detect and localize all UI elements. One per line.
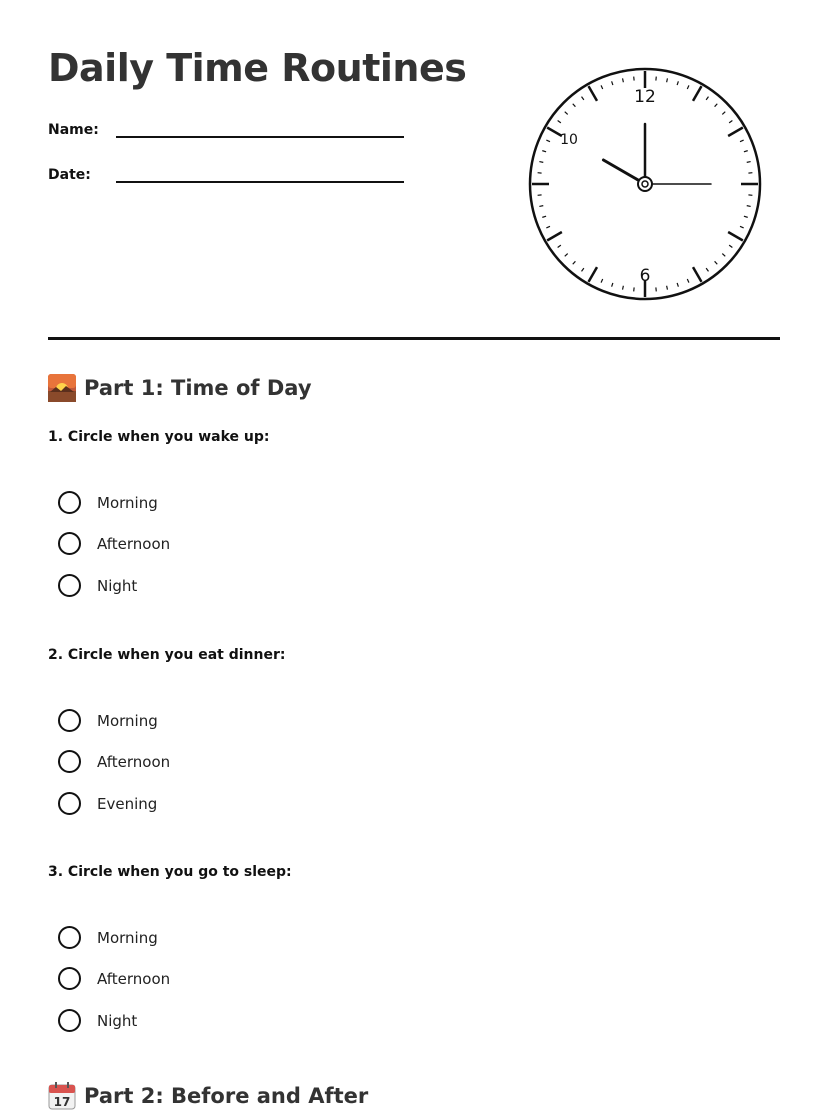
date-line[interactable] (116, 163, 404, 183)
clock-center-dot (642, 181, 648, 187)
option-label: Morning (97, 493, 158, 512)
name-label: Name: (48, 122, 99, 138)
clock-number-12: 12 (634, 87, 656, 107)
option-bubble[interactable] (58, 967, 81, 990)
question-1-prompt: 1. Circle when you wake up: (48, 429, 270, 445)
option-label: Afternoon (97, 969, 171, 988)
option-bubble[interactable] (58, 532, 81, 555)
part2-heading (48, 1082, 368, 1110)
clock-minor-tick (539, 206, 543, 207)
option-bubble[interactable] (58, 574, 81, 597)
clock-minor-tick (747, 162, 751, 163)
clock-minor-tick (539, 162, 543, 163)
option-bubble[interactable] (58, 926, 81, 949)
name-field-row (48, 118, 404, 138)
part1-heading-text: Part 1: Time of Day (84, 376, 312, 400)
question-3-option-3[interactable] (58, 1009, 137, 1032)
clock-minor-tick (667, 286, 668, 290)
question-1-option-3[interactable] (58, 574, 137, 597)
sunrise-icon (48, 374, 76, 402)
clock-minor-tick (667, 78, 668, 82)
question-1-option-1[interactable] (58, 491, 158, 514)
question-3-option-2[interactable] (58, 967, 170, 990)
option-label: Afternoon (97, 752, 171, 771)
clock-number-10: 10 (560, 132, 578, 148)
part1-heading (48, 374, 312, 402)
question-3-option-1[interactable] (58, 926, 158, 949)
question-2-option-3[interactable] (58, 792, 157, 815)
question-1-option-2[interactable] (58, 532, 170, 555)
option-label: Morning (97, 711, 158, 730)
date-label: Date: (48, 167, 91, 183)
option-bubble[interactable] (58, 750, 81, 773)
option-label: Evening (97, 794, 158, 813)
question-2-option-2[interactable] (58, 750, 170, 773)
option-bubble[interactable] (58, 491, 81, 514)
clock-illustration (527, 66, 763, 302)
option-bubble[interactable] (58, 792, 81, 815)
option-label: Morning (97, 928, 158, 947)
question-2-option-1[interactable] (58, 709, 158, 732)
question-2-prompt: 2. Circle when you eat dinner: (48, 647, 286, 663)
option-label: Night (97, 1011, 138, 1030)
calendar-icon-number: 17 (53, 1095, 71, 1109)
option-label: Afternoon (97, 534, 171, 553)
clock-number-6: 6 (639, 266, 651, 286)
option-bubble[interactable] (58, 1009, 81, 1032)
section-divider (48, 337, 780, 340)
option-label: Night (97, 576, 138, 595)
page-title: Daily Time Routines (48, 46, 467, 90)
name-line[interactable] (116, 118, 404, 138)
option-bubble[interactable] (58, 709, 81, 732)
clock-minor-tick (623, 78, 624, 82)
part2-heading-text: Part 2: Before and After (84, 1084, 369, 1108)
clock-minor-tick (623, 286, 624, 290)
question-3-prompt: 3. Circle when you go to sleep: (48, 864, 292, 880)
date-field-row (48, 163, 404, 183)
calendar-icon (48, 1082, 76, 1110)
clock-minor-tick (747, 206, 751, 207)
